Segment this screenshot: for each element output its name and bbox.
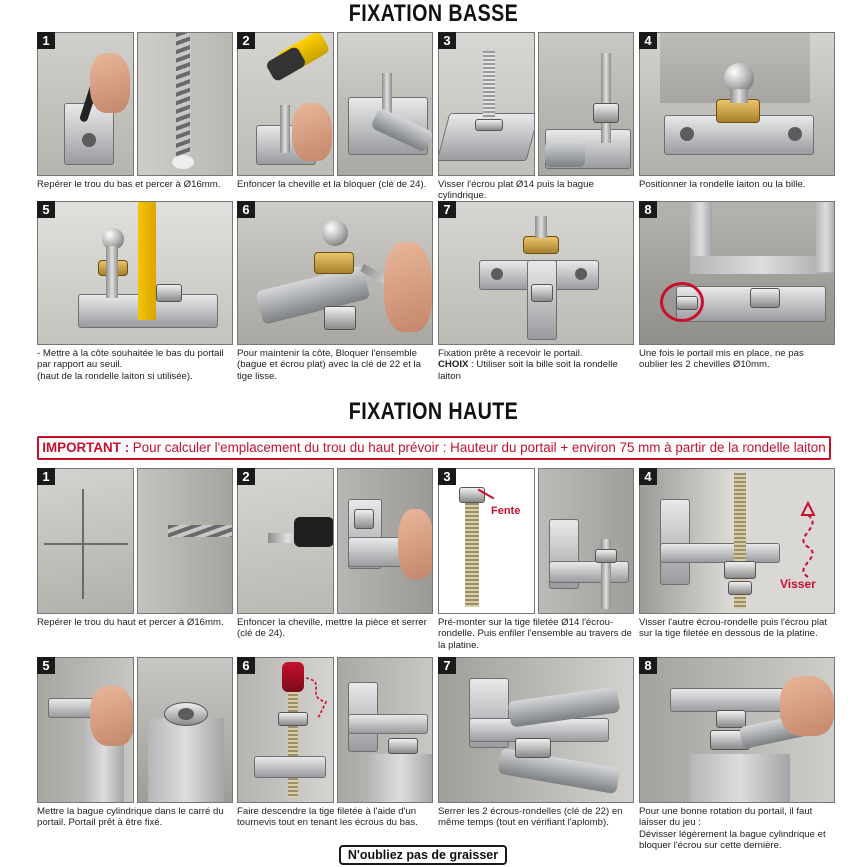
step-caption: Pour maintenir la côte, Bloquer l'ensemble (bague et écrou plat) avec la clé de 22 et la tige lisse.: [237, 348, 421, 382]
photo-flat-nut: [438, 32, 535, 176]
step-number: 8: [639, 657, 657, 674]
section-title-fixation-basse: FIXATION BASSE: [348, 0, 519, 27]
photo-gate-ready: [137, 657, 234, 803]
step-caption: Repérer le trou du haut et percer à Ø16mm.: [37, 617, 224, 628]
step-basse-4: [639, 32, 835, 190]
rotate-arrow-icon: [302, 672, 332, 722]
photo-anchor-top: [237, 468, 334, 614]
step-basse-7: [438, 201, 634, 382]
highlight-circle: [660, 282, 704, 322]
step-basse-3: [438, 32, 634, 202]
step-basse-8: [639, 201, 835, 371]
important-notice: [37, 436, 831, 460]
step-basse-5: [37, 201, 233, 382]
step-number: 6: [237, 657, 255, 674]
step-number: 8: [639, 201, 657, 218]
step-number: 3: [438, 468, 456, 485]
step-caption: Mettre la bague cylindrique dans le carré du portail. Portail prêt à être fixé.: [37, 806, 224, 829]
photo-threaded-rod: [438, 468, 535, 614]
photo-drilling: [137, 32, 234, 176]
step-haute-8: [639, 657, 835, 852]
photo-cylinder-ring: [538, 32, 635, 176]
step-number: 2: [237, 32, 255, 49]
important-label: IMPORTANT :: [42, 440, 130, 455]
step-basse-2: [237, 32, 433, 190]
step-haute-4: [639, 468, 835, 640]
step-number: 1: [37, 32, 55, 49]
step-haute-1: [37, 468, 233, 628]
photo-gate-mounted: [639, 201, 835, 345]
section-title-fixation-haute: FIXATION HAUTE: [348, 398, 519, 425]
photo-hammer-anchor: [237, 32, 334, 176]
photo-insert-ring: [37, 657, 134, 803]
step-caption: Pré-monter sur la tige filetée Ø14 l'écrou-rondelle. Puis enfiler l'ensemble au travers de la platine.: [438, 617, 632, 651]
photo-bracket-tighten: [337, 468, 434, 614]
photo-screwdriver: [237, 657, 334, 803]
step-caption: Visser l'autre écrou-rondelle puis l'écrou plat sur la tige filetée en dessous de la platine.: [639, 617, 827, 640]
photo-mark-hole: [37, 32, 134, 176]
photo-wrench-lock: [337, 32, 434, 176]
step-haute-3: [438, 468, 634, 651]
step-number: 3: [438, 32, 456, 49]
step-number: 5: [37, 657, 55, 674]
step-basse-6: [237, 201, 433, 382]
step-caption: - Mettre à la côte souhaitée le bas du portail par rapport au seuil. (haut de la rondelle laiton si utilisée).: [37, 348, 224, 382]
photo-ready: [438, 201, 634, 345]
step-haute-2: [237, 468, 433, 640]
step-number: 6: [237, 201, 255, 218]
photo-measure-height: [37, 201, 233, 345]
step-haute-5: [37, 657, 233, 829]
photo-lock-assembly: [237, 201, 433, 345]
important-text: Pour calculer l'emplacement du trou du haut prévoir : Hauteur du portail + environ 75 mm à partir de la rondelle laiton: [129, 440, 826, 455]
step-haute-6: [237, 657, 433, 829]
photo-screw-under-plate: [639, 468, 835, 614]
step-number: 4: [639, 468, 657, 485]
step-number: 5: [37, 201, 55, 218]
grease-reminder: N'oubliez pas de graisser: [339, 845, 507, 865]
photo-adjust-play: [639, 657, 835, 803]
step-basse-1: [37, 32, 233, 190]
step-caption: Pour une bonne rotation du portail, il faut laisser du jeu : Dévisser légèrement la bague cylindrique et bloquer l'écrou sur cette dernière.: [639, 806, 826, 852]
step-caption: Fixation prête à recevoir le portail. CHOIX : Utiliser soit la bille soit la rondelle laiton: [438, 348, 618, 382]
photo-rod-through-plate: [538, 468, 635, 614]
step-number: 7: [438, 201, 456, 218]
step-haute-7: [438, 657, 634, 829]
photo-tighten-two-nuts: [438, 657, 634, 803]
photo-drill-top: [137, 468, 234, 614]
screw-direction-arrow-icon: [790, 499, 826, 579]
step-caption: Faire descendre la tige filetée à l'aide d'un tournevis tout en tenant les écrous du bas.: [237, 806, 418, 829]
step-caption: Positionner la rondelle laiton ou la bille.: [639, 179, 806, 190]
step-number: 1: [37, 468, 55, 485]
photo-brass-washer-ball: [639, 32, 835, 176]
step-caption: Enfoncer la cheville et la bloquer (clé de 24).: [237, 179, 427, 190]
photo-mark-top-hole: [37, 468, 134, 614]
step-caption: Serrer les 2 écrous-rondelles (clé de 22) en même temps (tout en vérifiant l'aplomb).: [438, 806, 623, 829]
step-caption: Repérer le trou du bas et percer à Ø16mm.: [37, 179, 221, 190]
fente-label: Fente: [491, 505, 521, 517]
visser-label: Visser: [780, 577, 816, 591]
step-number: 4: [639, 32, 657, 49]
step-number: 2: [237, 468, 255, 485]
step-number: 7: [438, 657, 456, 674]
step-caption: Une fois le portail mis en place, ne pas oublier les 2 chevilles Ø10mm.: [639, 348, 804, 371]
step-caption: Visser l'écrou plat Ø14 puis la bague cylindrique.: [438, 179, 594, 202]
step-caption: Enfoncer la cheville, mettre la pièce et serrer (clé de 24).: [237, 617, 427, 640]
photo-hold-nuts: [337, 657, 434, 803]
